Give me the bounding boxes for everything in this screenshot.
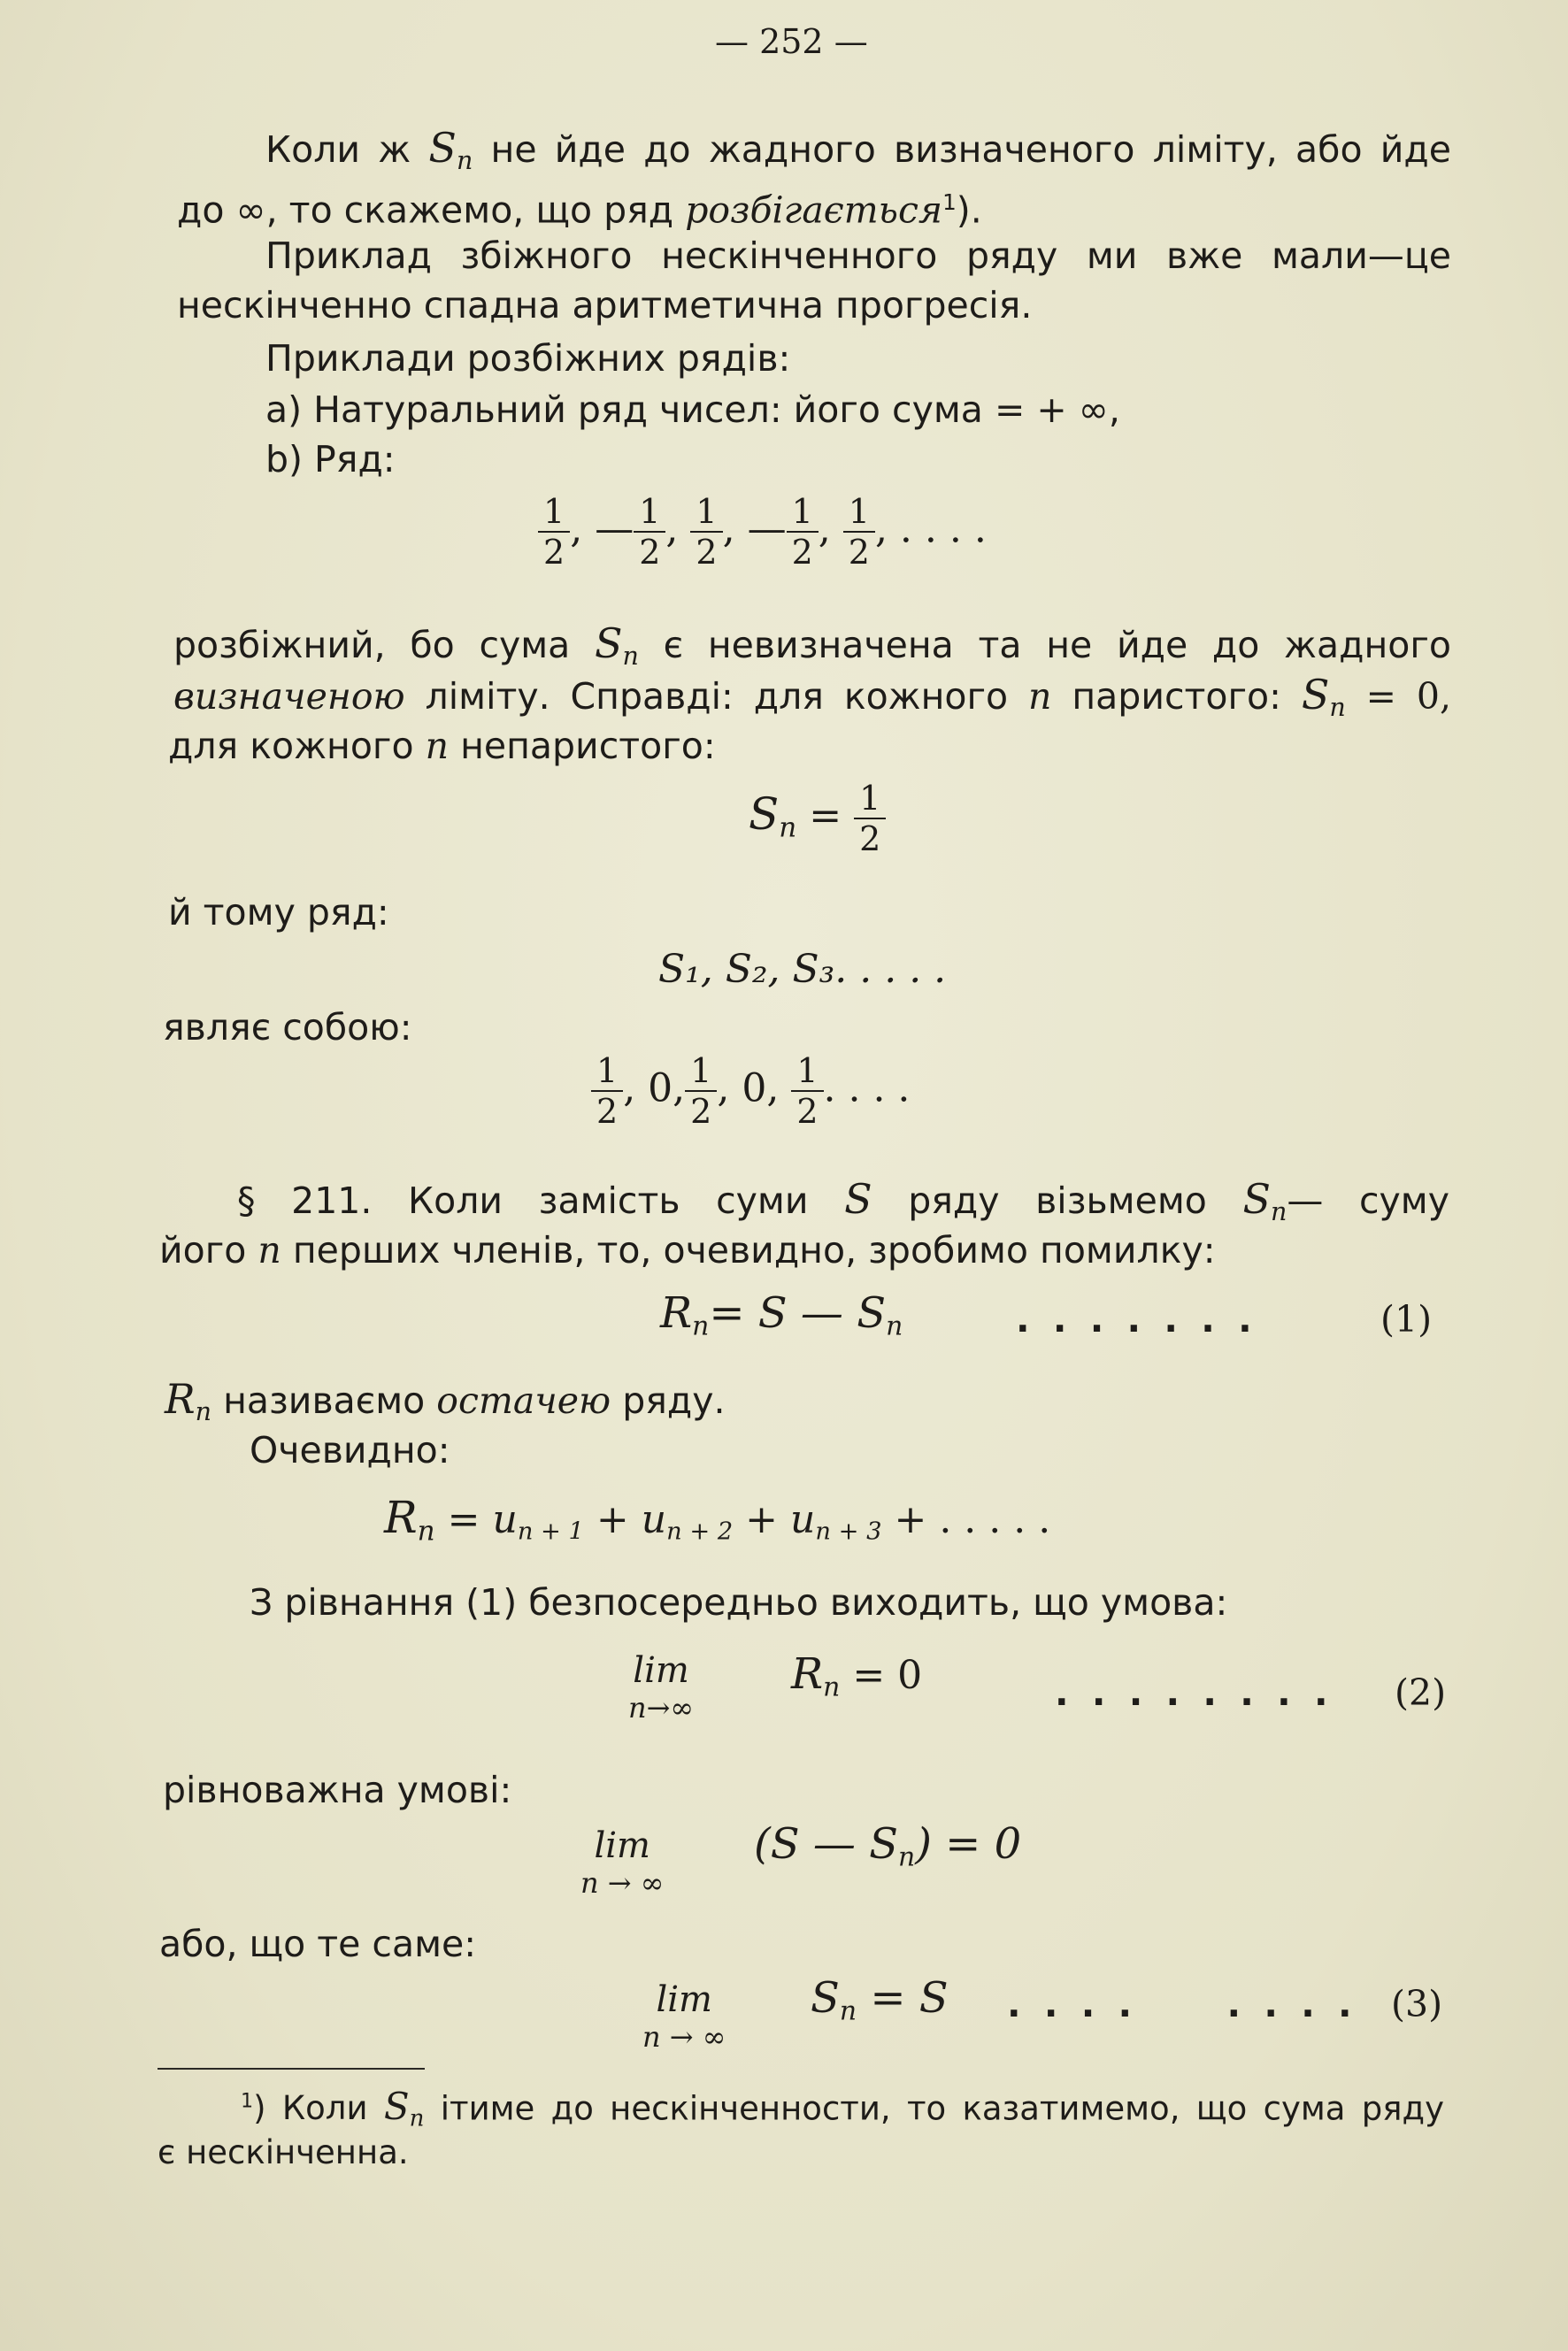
- series-formula-2: $\frac{1}{2}$ , 0, $\frac{1}{2}$ , 0, $\frac{1}{2}$ . . . .: [591, 1051, 910, 1131]
- paragraph-line: Приклад збіжного нескінченного ряду ми вже мали—це: [265, 234, 1451, 277]
- footnote-line: є нескінченна.: [158, 2133, 409, 2171]
- equation-dots: . . . . . . . .: [1055, 1671, 1334, 1714]
- paragraph-line: Коли ж $S_n$ не йде до жадного визначеного ліміту, або йде: [265, 124, 1451, 175]
- paragraph-line: його n перших членів, то, очевидно, зробимо помилку:: [159, 1229, 1216, 1272]
- italic-term: остачею: [436, 1379, 611, 1422]
- paragraph-line: нескінченно спадна аритметична прогресія.: [177, 284, 1033, 327]
- paragraph-line: або, що те саме:: [159, 1923, 477, 1965]
- fraction: $\frac{1}{2}$: [634, 492, 665, 572]
- paragraph-line: до ∞, то скажемо, що ряд розбігається$^1$).: [177, 188, 982, 232]
- equation-label-2: (2): [1395, 1671, 1447, 1714]
- series-formula-1: $\frac{1}{2}$ , — $\frac{1}{2}$ , $\frac{1}{2}$ , — $\frac{1}{2}$ , $\frac{1}{2}$ , . . . .: [538, 492, 987, 572]
- equation-dots: . . . . . . .: [1016, 1298, 1257, 1341]
- section-line: § 211. Коли замість суми S ряду візьмемо $S_n—$ суму: [237, 1175, 1449, 1226]
- italic-term: визначеною: [173, 675, 405, 718]
- equation-label-1: (1): [1380, 1298, 1433, 1341]
- paragraph-line: для кожного n непаристого:: [168, 725, 716, 767]
- limit-operator-3: lim n → ∞: [642, 1979, 726, 2054]
- limit-operator-2: lim n→∞: [628, 1650, 695, 1725]
- equation-label-3: (3): [1391, 1983, 1443, 2025]
- fraction: $\frac{1}{2}$: [854, 779, 886, 858]
- equation-remainder: $R_n = u_{n + 1} + u_{n + 2} + u_{n + 3}$ + . . . . .: [384, 1492, 1051, 1548]
- formula-sn-half: $S_n$ = $\frac{1}{2}$: [749, 779, 886, 858]
- equation-mid: (S — $S_n) = 0$: [754, 1819, 1022, 1873]
- paragraph-line: розбіжний, бо сума $S_n$ є невизначена та не йде до жадного: [173, 619, 1451, 671]
- fraction: $\frac{1}{2}$: [685, 1051, 717, 1131]
- paragraph-line: й тому ряд:: [168, 891, 389, 933]
- paragraph-line: Очевидно:: [250, 1429, 450, 1471]
- italic-term: розбігається: [685, 188, 943, 232]
- footnote-line: $^1$) Коли $S_n$ ітиме до нескінченности, то казатимемо, що сума ряду: [241, 2085, 1444, 2132]
- equation-dots: . . . . . . . .: [1007, 1983, 1357, 2025]
- equation-2: $R_n = 0$: [791, 1649, 923, 1703]
- fraction: $\frac{1}{2}$: [791, 1051, 823, 1131]
- fraction: $\frac{1}{2}$: [843, 492, 875, 572]
- footnote-divider: [158, 2068, 425, 2070]
- fraction: $\frac{1}{2}$: [690, 492, 722, 572]
- paragraph-line: $R_n$ називаємо остачею ряду.: [165, 1375, 726, 1426]
- paragraph-line: З рівнання (1) безпосередньо виходить, що умова:: [250, 1581, 1228, 1624]
- sequence-s: S₁, S₂, S₃. . . . .: [658, 947, 947, 992]
- paragraph-line: рівноважна умові:: [163, 1769, 512, 1811]
- list-item-b: b) Ряд:: [265, 438, 396, 480]
- paragraph-line: визначеною ліміту. Справді: для кожного n паристого: $S_n = 0$,: [173, 671, 1451, 722]
- fraction: $\frac{1}{2}$: [591, 1051, 623, 1131]
- paragraph-line: являє собою:: [163, 1006, 412, 1049]
- equation-3: $S_n = S$: [811, 1973, 949, 2027]
- list-item-a: a) Натуральний ряд чисел: його сума = + ∞,: [265, 388, 1120, 431]
- fraction: $\frac{1}{2}$: [787, 492, 819, 572]
- page-number: — 252 —: [715, 22, 868, 61]
- equation-1: $R_n= S$ — $S_n$: [660, 1288, 903, 1342]
- limit-operator-mid: lim n → ∞: [580, 1825, 665, 1900]
- fraction: $\frac{1}{2}$: [538, 492, 570, 572]
- paragraph-line: Приклади розбіжних рядів:: [265, 337, 791, 380]
